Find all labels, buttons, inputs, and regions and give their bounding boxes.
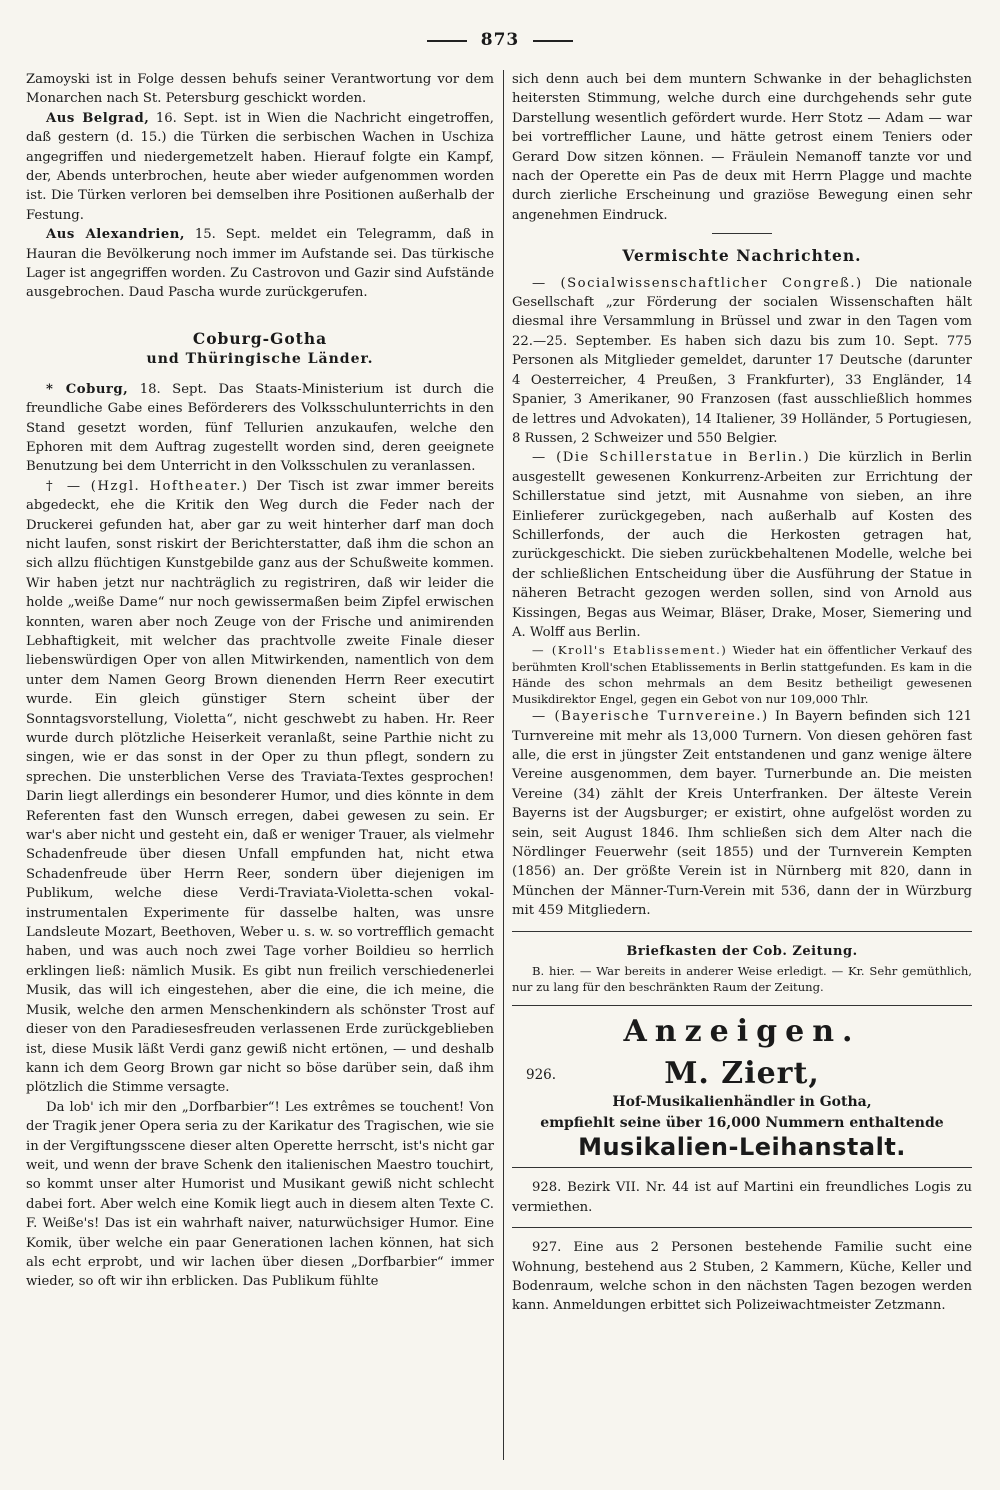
ad-927: 927. Eine aus 2 Personen bestehende Familie sucht eine Wohnung, bestehend aus 2 Stuben, 2 Kammern, Küche, Keller und Bodenraum, welche schon in den nächsten Tagen bezogen werden kann. Anmeldungen erbittet sich Polizeiwachtmeister Zetzmann. — [512, 1240, 972, 1314]
socialwiss-heading: — (Socialwissenschaftlicher Congreß.) — [532, 275, 863, 291]
briefkasten-text: B. hier. — War bereits in anderer Weise erledigt. — Kr. Sehr gemüthlich, nur zu lang für den beschränkten Raum der Zeitung. — [512, 964, 972, 995]
ad-928: 928. Bezirk VII. Nr. 44 ist auf Martini ein freundliches Logis zu vermiethen. — [512, 1180, 972, 1215]
section-title-vermischte: Vermischte Nachrichten. — [622, 246, 862, 266]
turnvereine-article — [512, 707, 972, 920]
briefkasten-title: Briefkasten der Cob. Zeitung. — [626, 943, 858, 959]
coburg-place: * Coburg, — [46, 381, 129, 397]
theater-heading: † — (Hzgl. Hoftheater.) — [46, 478, 249, 494]
separator-rule — [712, 233, 772, 234]
separator-rule-ad928 — [512, 1167, 972, 1168]
ad-926-line1: Hof-Musikalienhändler in Gotha, — [612, 1093, 872, 1110]
page-number-dash-right — [533, 40, 573, 42]
turnvereine-heading: — (Bayerische Turnvereine.) — [532, 709, 769, 725]
right-column — [512, 70, 972, 1316]
left-column — [26, 70, 494, 1292]
kroll-text: Wieder hat ein öffentlicher Verkauf des berühmten Kroll'schen Etablissements in Berlin stattgefunden. Es kam in die Hände des schon mehrmals an dem Besitz betheiligt gewesenen Musikdirektor Engel, gegen ein Gebot von nur 109,000 Thlr. — [512, 643, 973, 706]
theater-article — [26, 477, 494, 1098]
theater-text: Der Tisch ist zwar immer bereits abgedeckt, ehe die Kritik den Weg durch die Feder nach der Druckerei gefunden hat, aber gar zu weit hinterher darf man doch nicht laufen, sonst riskirt der Berichterstatter, daß ihm die schon an sich allzu flüchtigen Kunstgebilde ganz aus der Schußweite kommen. Wir haben jetzt nur nachträglich zu registriren, daß wir leider die holde „weiße Dame“ nur noch gewissermaßen beim Zipfel erwischen konnten, waren aber noch Zeuge von der Frische und animirenden Lebhaftigkeit, mit welcher das prachtvolle zweite Finale dieser liebenswürdigen Oper von allen Mitwirkenden, namentlich von dem unter dem Namen Georg Brown dienenden Herrn Reer executirt wurde. Ein gleich günstiger Stern scheint über der Sonntagsvorstellung, Violetta“, nicht geschwebt zu haben. Hr. Reer wurde durch plötzliche Heiserkeit veranlaßt, seine Parthie nicht zu singen, wie er das sonst in der Oper zu thun pflegt, sondern zu sprechen. Die unsterblichen Verse des Traviata-Textes gesprochen! Darin liegt allerdings ein besonderer Humor, und dies könnte in dem Referenten fast den Wunsch erregen, dabei gewesen zu sein. Er war's aber nicht und gesteht ein, daß er weniger Trauer, als vielmehr Schadenfreude über diesen Unfall empfunden hat, nicht etwa Schadenfreude über Herrn Reer, sondern über diejenigen im Publikum, welche diese Verdi-Traviata-Violetta-schen vokal-instrumentalen Experimente für dasselbe halten, was unsre Landsleute Mozart, Beethoven, Weber u. s. w. so vortrefflich gemacht haben, und was auch noch zwei Tage vorher Boildieu so herrlich erklingen ließ: nämlich Musik. Es gibt nun freilich verschiedenerlei Musik, das will ich eingestehen, aber die eine, die ich meine, die Musik, welche den armen Menschenkindern als schönster Trost auf dieser von den Paradiesesfreuden verlassenen Erde zurückgeblieben ist, diese Musik läßt Verdi ganz gewiß nicht ertönen, — und deshalb kann ich dem Georg Brown gar nicht so böse darüber sein, daß ihm plötzlich die Stimme versagte. — [26, 478, 494, 1096]
separator-rule-anzeigen — [512, 1005, 972, 1006]
ad-926-headline: Musikalien-Leihanstalt. — [578, 1132, 906, 1161]
page-number — [0, 30, 1000, 50]
anzeigen-title: Anzeigen. — [623, 1014, 861, 1050]
theater-continuation: sich denn auch bei dem muntern Schwanke in der behaglichsten heitersten Stimmung, welche durch eine durchgehends sehr gute Darstellung wesentlich gefördert wurde. Herr Stotz — Adam — war bei vortrefflicher Laune, und hätte getrost einem Teniers oder Gerard Dow sitzen können. — Fräulein Nemanoff tanzte vor und nach der Operette ein Pas de deux mit Herrn Plagge und machte durch zierliche Erscheinung und graziöse Bewegung einen sehr angenehmen Eindruck. — [512, 72, 972, 223]
alexandrien-text: 15. Sept. meldet ein Telegramm, daß in Hauran die Bevölkerung noch immer im Aufstande sei. Das türkische Lager ist angegriffen worden. Zu Castrovon und Gazir sind Aufstände ausgebrochen. Daud Pascha wurde zurückgerufen. — [26, 227, 495, 301]
belgrad-text: 16. Sept. ist in Wien die Nachricht eingetroffen, daß gestern (d. 15.) die Türken die serbischen Wachen in Uschiza angegriffen und niedergemetzelt haben. Hierauf folgte ein Kampf, der, Abends unterbrochen, heute aber wieder aufgenommen worden ist. Die Türken verloren bei demselben ihre Positionen außerhalb der Festung. — [26, 110, 494, 223]
coburg-article — [26, 380, 494, 477]
schiller-heading: — (Die Schillerstatue in Berlin.) — [532, 450, 811, 466]
section-subtitle-thueringen: und Thüringische Länder. — [146, 351, 374, 368]
kroll-article — [512, 642, 972, 707]
ad-926-number: 926. — [526, 1066, 557, 1083]
socialwiss-text: Die nationale Gesellschaft „zur Förderung der socialen Wissenschaften hält diesmal ihre Versammlung in Brüssel und zwar in den Tagen vom 22.—25. September. Es haben sich dazu bis zum 10. Sept. 775 Personen als Mitglieder gemeldet, darunter 17 Deutsche (darunter 4 Oesterreicher, 4 Preußen, 3 Frankfurter), 33 Engländer, 14 Spanier, 3 Amerikaner, 90 Franzosen (fast ausschließlich hommes de lettres und Advokaten), 14 Italiener, 39 Holländer, 5 Portugiesen, 8 Russen, 2 Schweizer und 550 Belgier. — [512, 275, 972, 446]
separator-rule-briefkasten — [512, 931, 972, 932]
belgrad-article — [26, 109, 494, 225]
page-number-dash-left — [427, 40, 467, 42]
page-number-text: 873 — [480, 30, 520, 50]
intro-paragraph: Zamoyski ist in Folge dessen behufs seiner Verantwortung vor dem Monarchen nach St. Petersburg geschickt worden. — [26, 72, 494, 107]
coburg-text: 18. Sept. Das Staats-Ministerium ist durch die freundliche Gabe eines Beförderers des Volksschulunterrichts in den Stand gesetzt worden, fünf Tellurien anzukaufen, welche den Ephoren mit dem Auftrag zugestellt worden sind, deren geeignete Benutzung bei dem Unterricht in den Volksschulen zu veranlassen. — [26, 381, 494, 475]
column-divider — [503, 70, 504, 1460]
alexandrien-place: Aus Alexandrien, — [46, 227, 185, 243]
belgrad-place: Aus Belgrad, — [46, 110, 150, 126]
separator-rule-ad927 — [512, 1227, 972, 1228]
schiller-text: Die kürzlich in Berlin ausgestellt gewesenen Konkurrenz-Arbeiten zur Errichtung der Schillerstatue sind jetzt, mit Ausnahme von sieben, an ihre Einlieferer zurückgegeben, nach außerhalb auf Kosten des Schillerfonds, der auch die Herkosten getragen hat, zurückgeschickt. Die sieben zurückbehaltenen Modelle, welche bei der schließlichen Entscheidung über die Ausführung der Statue in näheren Betracht gezogen werden sollen, sind von Arnold aus Kissingen, Begas aus Weimar, Bläser, Drake, Moser, Siemering und A. Wolff aus Berlin. — [512, 450, 972, 640]
turnvereine-text: In Bayern befinden sich 121 Turnvereine mit mehr als 13,000 Turnern. Von diesen gehören fast alle, die erst in jüngster Zeit entstandenen und ganz wenige ältere Vereine ausgenommen, dem bayer. Turnerbunde an. Die meisten Vereine (34) zählt der Kreis Unterfranken. Der älteste Verein Bayerns ist der Augsburger; er existirt, ohne aufgelöst worden zu sein, seit August 1846. Ihm schließen sich dem Alter nach die Nördlinger Feuerwehr (seit 1855) und der Turnverein Kempten (1856) an. Der größte Verein ist in Nürnberg mit 820, dann in München der Männer-Turn-Verein mit 536, dann der in Würzburg mit 459 Mitgliedern. — [512, 709, 972, 919]
section-title-coburg-gotha: Coburg-Gotha — [192, 328, 328, 348]
socialwiss-article — [512, 274, 972, 449]
kroll-heading: — (Kroll's Etablissement.) — [532, 643, 728, 658]
alexandrien-article — [26, 225, 494, 303]
ad-926 — [512, 1055, 972, 1161]
schiller-article — [512, 448, 972, 642]
dorfbarbier-paragraph: Da lob' ich mir den „Dorfbarbier“! Les extrêmes se touchent! Von der Tragik jener Opera seria zu der Karikatur des Tragischen, wie sie in der Vergiftungsscene dieser alten Operette herrscht, ist's nicht gar weit, und wenn der brave Schenk den italienischen Maestro touchirt, so kommt unser alter Humorist und Musikant gewiß nicht schlecht dabei fort. Aber welch eine Komik liegt auch in diesem alten Texte C. F. Weiße's! Das ist ein wahrhaft naiver, naturwüchsiger Humor. Eine Komik, über welche ein paar Generationen lachen können, hat sich als echt erprobt, und wir lachen über diesen „Dorfbarbier“ immer wieder, so oft wir ihn erblicken. Das Publikum fühlte — [26, 1099, 494, 1290]
ad-926-line2: empfiehlt seine über 16,000 Nummern enthaltende — [540, 1114, 944, 1131]
ad-926-name: M. Ziert, — [664, 1055, 820, 1091]
